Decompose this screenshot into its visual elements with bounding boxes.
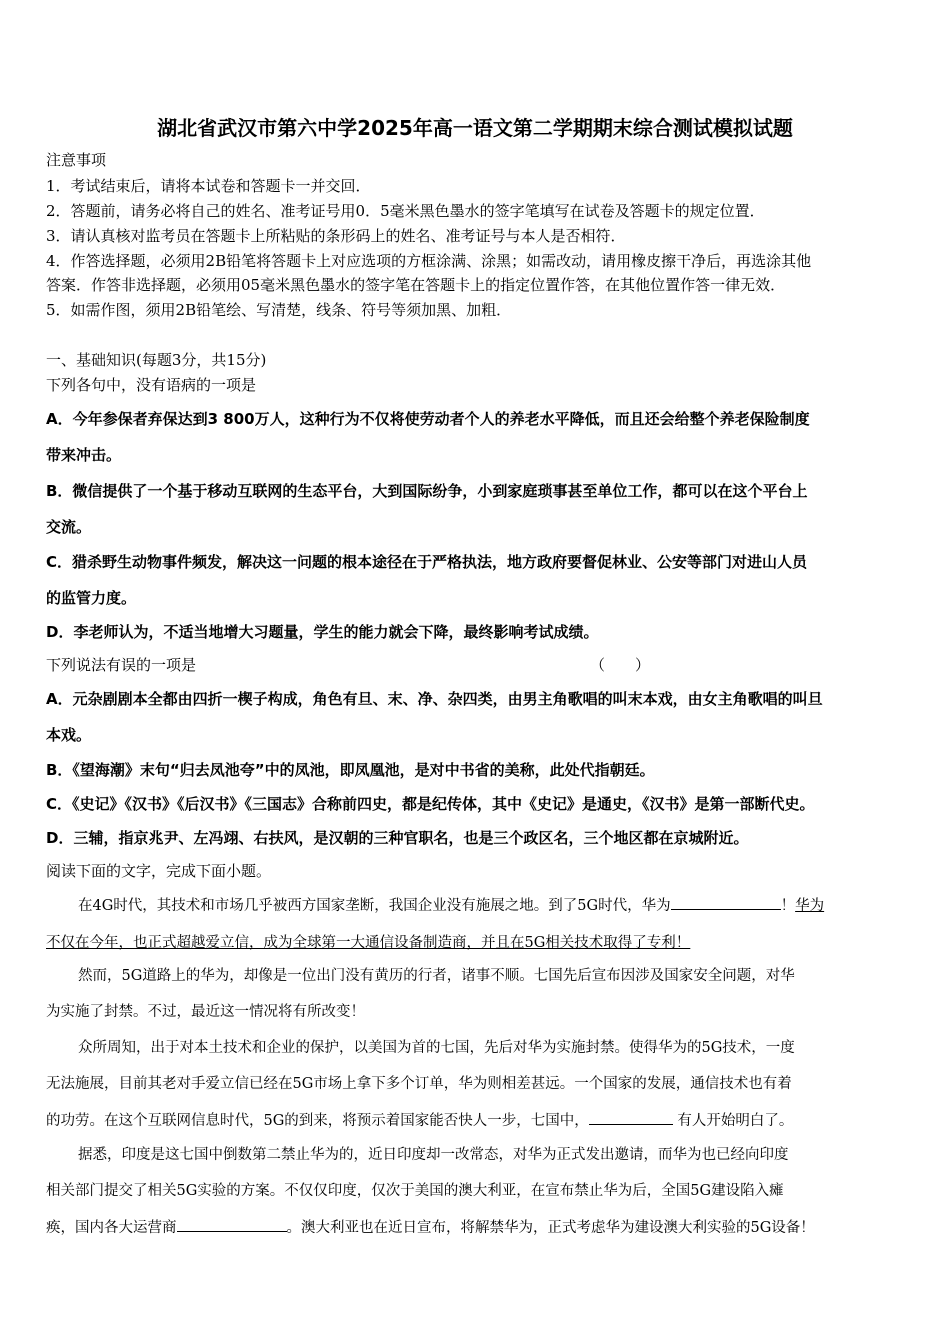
reading-paragraph-1 (78, 895, 824, 916)
answer-parentheses: （ ） (590, 656, 651, 674)
underlined-sentence: 华为 (795, 898, 825, 914)
option-c-cont: 的监管力度。 (46, 589, 137, 607)
page-title: 湖北省武汉市第六中学2025年高一语文第二学期期末综合测试模拟试题 (157, 116, 793, 140)
reading-paragraph-2-cont: 为实施了封禁。不过，最近这一情况将有所改变！ (46, 1004, 365, 1020)
notice-heading: 注意事项 (46, 151, 107, 169)
reading-paragraph-3: 众所周知，出于对本土技术和企业的保护，以美国为首的七国，先后对华为实施封禁。使得华为的5G技术，一度 (78, 1040, 795, 1056)
option-d-line: D．李老师认为，不适当地增大习题量，学生的能力就会下降，最终影响考试成绩。 (46, 623, 599, 641)
reading-paragraph-3-cont (46, 1110, 793, 1131)
notice-item: 4．作答选择题，必须用2B铅笔将答题卡上对应选项的方框涂满、涂黑；如需改动，请用橡皮擦干净后，再选涂其他 (46, 252, 812, 270)
paragraph-text: 。澳大利亚也在近日宣布，将解禁华为，正式考虑华为建设澳大利实验的5G设备！ (286, 1220, 815, 1236)
paragraph-text: 的功劳。在这个互联网信息时代，5G的到来，将预示着国家能否快人一步，七国中， (46, 1113, 589, 1129)
fill-blank (177, 1217, 287, 1232)
option-a-line: A．元杂剧剧本全都由四折一楔子构成，角色有旦、末、净、杂四类，由男主角歌唱的叫末本戏，由女主角歌唱的叫旦 (46, 690, 823, 708)
question-stem: 下列各句中，没有语病的一项是 (46, 376, 257, 394)
paragraph-text: 痪，国内各大运营商 (46, 1220, 177, 1236)
option-a-line: A．今年参保者弃保达到3 800万人，这种行为不仅将使劳动者个人的养老水平降低，而且还会给整个养老保险制度 (46, 410, 810, 428)
option-c-line: C．《史记》《汉书》《后汉书》《三国志》合称前四史，都是纪传体，其中《史记》是通史，《汉书》是第一部断代史。 (46, 795, 815, 813)
paragraph-text: 在4G时代，其技术和市场几乎被西方国家垄断，我国企业没有施展之地。到了5G时代，华为 (78, 898, 671, 914)
reading-paragraph-3-cont: 无法施展，目前其老对手爱立信已经在5G市场上拿下多个订单，华为则相差甚远。一个国家的发展，通信技术也有着 (46, 1076, 792, 1092)
paragraph-text: 有人开始明白了。 (677, 1113, 794, 1129)
notice-item: 1．考试结束后，请将本试卷和答题卡一并交回． (46, 177, 371, 195)
option-a-cont: 带来冲击。 (46, 446, 122, 464)
notice-item: 2．答题前，请务必将自己的姓名、准考证号用0．5毫米黑色墨水的签字笔填写在试卷及答题卡的规定位置． (46, 202, 765, 220)
option-a-cont: 本戏。 (46, 726, 92, 744)
notice-item: 5．如需作图，须用2B铅笔绘、写清楚，线条、符号等须加黑、加粗． (46, 301, 512, 319)
reading-intro: 阅读下面的文字，完成下面小题。 (46, 862, 272, 880)
fill-blank (589, 1110, 673, 1125)
reading-paragraph-4: 据悉，印度是这七国中倒数第二禁止华为的，近日印度却一改常态，对华为正式发出邀请，而华为也已经向印度 (78, 1147, 789, 1163)
reading-paragraph-4-cont (46, 1217, 815, 1238)
reading-paragraph-4-cont: 相关部门提交了相关5G实验的方案。不仅仅印度，仅次于美国的澳大利亚，在宣布禁止华为后，全国5G建设陷入瘫 (46, 1183, 784, 1199)
underlined-sentence: 不仅在今年，也正式超越爱立信，成为全球第一大通信设备制造商，并且在5G相关技术取得了专利！ (46, 935, 691, 951)
paragraph-text: ！ (780, 898, 796, 914)
option-b-line: B．《望海潮》末句“归去凤池夸”中的凤池，即凤凰池，是对中书省的美称，此处代指朝廷。 (46, 761, 655, 779)
option-b-cont: 交流。 (46, 518, 92, 536)
option-d-line: D．三辅，指京兆尹、左冯翊、右扶风，是汉朝的三种官职名，也是三个政区名，三个地区都在京城附近。 (46, 829, 749, 847)
notice-item: 3．请认真核对监考员在答题卡上所粘贴的条形码上的姓名、准考证号与本人是否相符． (46, 227, 626, 245)
section-heading: 一、基础知识(每题3分，共15分) (46, 351, 267, 369)
notice-item: 答案．作答非选择题，必须用05毫米黑色墨水的签字笔在答题卡上的指定位置作答，在其他位置作答一律无效． (46, 276, 786, 294)
reading-paragraph-2: 然而，5G道路上的华为，却像是一位出门没有黄历的行者，诸事不顺。七国先后宣布因涉及国家安全问题，对华 (78, 968, 795, 984)
fill-blank (671, 895, 781, 910)
option-c-line: C．猎杀野生动物事件频发，解决这一问题的根本途径在于严格执法，地方政府要督促林业、公安等部门对进山人员 (46, 553, 808, 571)
question-stem: 下列说法有误的一项是 (46, 656, 197, 674)
option-b-line: B．微信提供了一个基于移动互联网的生态平台，大到国际纷争，小到家庭琐事甚至单位工作，都可以在这个平台上 (46, 482, 808, 500)
